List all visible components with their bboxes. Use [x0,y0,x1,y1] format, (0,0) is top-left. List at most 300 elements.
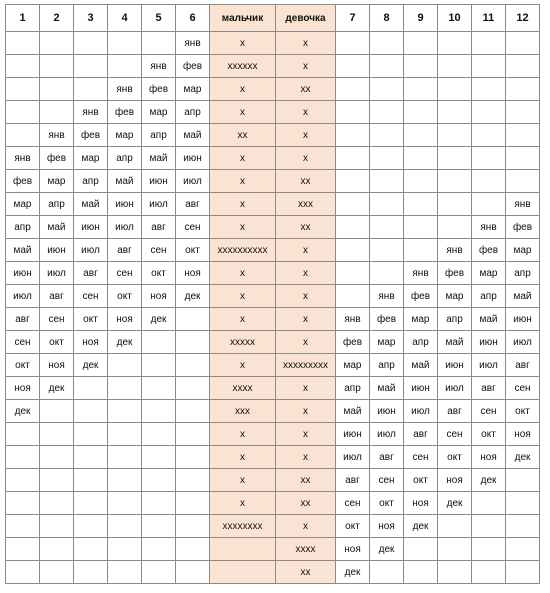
girl-mark-cell: х [276,446,336,469]
month-cell [370,216,404,239]
month-cell: ноя [176,262,210,285]
column-header: 2 [40,5,74,32]
month-cell: июн [472,331,506,354]
month-cell [6,446,40,469]
month-cell [370,147,404,170]
month-cell: фев [176,55,210,78]
month-cell: окт [336,515,370,538]
month-cell [40,55,74,78]
month-cell [438,561,472,584]
month-cell [370,239,404,262]
girl-mark-cell: х [276,331,336,354]
table-row [6,216,540,239]
month-cell: апр [336,377,370,400]
month-cell: ноя [108,308,142,331]
boy-mark-cell: хххххх [210,55,276,78]
month-cell: ноя [404,492,438,515]
table-row [6,308,540,331]
table-row [6,446,540,469]
month-cell: авг [370,446,404,469]
month-cell [404,193,438,216]
month-cell [404,55,438,78]
month-cell [404,561,438,584]
table-row [6,354,540,377]
month-cell [40,78,74,101]
month-cell [108,55,142,78]
month-cell: сен [370,469,404,492]
column-header: 10 [438,5,472,32]
month-cell: окт [74,308,108,331]
month-cell: май [506,285,540,308]
boy-mark-cell: х [210,285,276,308]
month-cell: дек [40,377,74,400]
column-header: 8 [370,5,404,32]
month-cell [506,515,540,538]
month-cell: янв [176,32,210,55]
month-cell: мар [74,147,108,170]
month-cell [40,400,74,423]
month-cell: дек [438,492,472,515]
month-cell [176,354,210,377]
month-cell: сен [336,492,370,515]
month-cell [108,377,142,400]
month-cell [370,170,404,193]
month-cell: мар [370,331,404,354]
girl-mark-cell: х [276,377,336,400]
month-cell: май [438,331,472,354]
month-cell: сен [472,400,506,423]
boy-mark-cell: х [210,32,276,55]
month-cell [506,561,540,584]
month-cell: янв [74,101,108,124]
month-cell: июн [506,308,540,331]
month-cell: июн [108,193,142,216]
month-cell [40,423,74,446]
month-cell [74,515,108,538]
month-cell [108,561,142,584]
column-header: 3 [74,5,108,32]
month-cell [506,538,540,561]
month-cell [472,101,506,124]
month-cell: сен [438,423,472,446]
month-cell [370,32,404,55]
month-cell: июл [472,354,506,377]
month-cell: май [40,216,74,239]
month-cell: дек [506,446,540,469]
month-cell: авг [176,193,210,216]
month-cell: окт [472,423,506,446]
month-cell: фев [6,170,40,193]
month-cell [404,32,438,55]
month-cell: июн [336,423,370,446]
girl-mark-cell: хх [276,78,336,101]
month-cell [40,561,74,584]
month-cell: апр [404,331,438,354]
month-cell [336,101,370,124]
month-cell: июл [336,446,370,469]
month-cell [506,32,540,55]
girl-mark-cell: ххх [276,193,336,216]
girl-mark-cell: х [276,400,336,423]
month-cell: июл [404,400,438,423]
month-cell [472,78,506,101]
month-cell: июн [74,216,108,239]
month-cell: май [142,147,176,170]
table-row [6,285,540,308]
month-cell [74,469,108,492]
boy-mark-cell: ххххх [210,331,276,354]
month-cell [108,469,142,492]
month-cell: сен [176,216,210,239]
month-cell: июн [40,239,74,262]
girl-mark-cell: хх [276,492,336,515]
month-cell [472,561,506,584]
boy-mark-cell: х [210,147,276,170]
month-cell [506,55,540,78]
month-cell: янв [370,285,404,308]
month-cell [142,538,176,561]
month-cell: дек [6,400,40,423]
girl-mark-cell: ххххххххх [276,354,336,377]
month-cell: ноя [74,331,108,354]
month-cell [336,193,370,216]
month-cell: мар [176,78,210,101]
girl-mark-cell: хх [276,469,336,492]
month-cell [404,239,438,262]
month-cell: окт [142,262,176,285]
month-cell: июн [6,262,40,285]
month-cell: мар [142,101,176,124]
column-header: девочка [276,5,336,32]
month-cell: сен [506,377,540,400]
boy-mark-cell: х [210,193,276,216]
month-cell [108,515,142,538]
table-row [6,55,540,78]
column-header: 6 [176,5,210,32]
girl-mark-cell: х [276,55,336,78]
month-cell: сен [404,446,438,469]
month-cell [506,101,540,124]
month-cell [6,32,40,55]
month-cell: авг [142,216,176,239]
month-cell [74,400,108,423]
month-cell [404,216,438,239]
month-cell [74,492,108,515]
month-cell [176,331,210,354]
month-cell [438,55,472,78]
boy-mark-cell: х [210,308,276,331]
month-cell: ноя [506,423,540,446]
month-cell: янв [6,147,40,170]
month-cell: июл [142,193,176,216]
girl-mark-cell: х [276,262,336,285]
month-cell [404,538,438,561]
table-row [6,561,540,584]
month-cell: ноя [370,515,404,538]
month-cell: фев [506,216,540,239]
table-row [6,423,540,446]
month-cell: апр [506,262,540,285]
boy-mark-cell: хххх [210,377,276,400]
month-cell [6,55,40,78]
girl-mark-cell: х [276,285,336,308]
month-cell [472,193,506,216]
month-cell [336,32,370,55]
month-cell [108,354,142,377]
boy-mark-cell: х [210,354,276,377]
month-cell [108,538,142,561]
month-cell [40,515,74,538]
month-cell [108,400,142,423]
month-cell [6,124,40,147]
month-cell: янв [142,55,176,78]
month-cell: май [336,400,370,423]
month-cell: авг [336,469,370,492]
month-cell [506,124,540,147]
girl-mark-cell: х [276,101,336,124]
month-cell [40,101,74,124]
month-cell: мар [6,193,40,216]
month-cell: авг [404,423,438,446]
girl-mark-cell: хх [276,170,336,193]
month-cell [6,492,40,515]
month-cell [336,124,370,147]
month-cell: окт [176,239,210,262]
month-cell [108,32,142,55]
month-cell: мар [506,239,540,262]
boy-mark-cell: ххх [210,400,276,423]
month-cell [6,423,40,446]
table-row [6,515,540,538]
month-cell: дек [472,469,506,492]
month-cell [176,446,210,469]
month-cell [6,515,40,538]
girl-mark-cell: х [276,32,336,55]
month-cell [404,170,438,193]
month-cell [404,124,438,147]
month-cell [438,515,472,538]
month-cell [336,262,370,285]
month-cell [438,101,472,124]
month-cell: фев [74,124,108,147]
month-cell: фев [438,262,472,285]
month-cell: июл [506,331,540,354]
header-row [6,5,540,32]
month-cell [142,331,176,354]
month-cell: апр [142,124,176,147]
month-cell: янв [336,308,370,331]
month-cell [108,423,142,446]
girl-mark-cell: х [276,124,336,147]
month-cell [40,469,74,492]
month-cell: дек [404,515,438,538]
month-cell: фев [40,147,74,170]
month-cell [472,147,506,170]
column-header: 11 [472,5,506,32]
month-cell: июл [74,239,108,262]
month-cell [438,32,472,55]
month-cell: фев [404,285,438,308]
month-cell [472,538,506,561]
month-cell: ноя [142,285,176,308]
girl-mark-cell: хххх [276,538,336,561]
month-cell: мар [336,354,370,377]
month-cell: окт [40,331,74,354]
boy-mark-cell: х [210,170,276,193]
month-cell: окт [108,285,142,308]
month-cell: апр [438,308,472,331]
month-cell [370,101,404,124]
month-cell [74,78,108,101]
month-cell [108,446,142,469]
boy-mark-cell: хххххххх [210,515,276,538]
table-row [6,78,540,101]
table-row [6,170,540,193]
month-cell: авг [6,308,40,331]
month-cell [370,262,404,285]
month-cell [472,492,506,515]
month-cell [142,469,176,492]
month-cell: апр [370,354,404,377]
table-row [6,492,540,515]
month-cell: янв [472,216,506,239]
month-cell [6,538,40,561]
month-cell: ноя [438,469,472,492]
month-cell: июн [176,147,210,170]
month-cell [370,124,404,147]
month-cell: фев [108,101,142,124]
month-cell: дек [336,561,370,584]
month-cell: дек [108,331,142,354]
table-row [6,101,540,124]
month-cell [176,515,210,538]
month-cell [370,561,404,584]
month-cell [438,124,472,147]
month-cell [176,538,210,561]
month-cell: июл [40,262,74,285]
month-cell [404,101,438,124]
girl-mark-cell: х [276,515,336,538]
month-cell [142,561,176,584]
month-cell: окт [6,354,40,377]
table-row [6,331,540,354]
month-cell: апр [108,147,142,170]
month-cell [506,78,540,101]
month-cell [472,515,506,538]
month-cell [370,193,404,216]
month-cell: сен [142,239,176,262]
column-header: мальчик [210,5,276,32]
month-cell [176,469,210,492]
month-cell [472,124,506,147]
month-cell [142,423,176,446]
month-cell [74,377,108,400]
boy-mark-cell: хххххххххх [210,239,276,262]
month-cell [74,32,108,55]
month-cell [438,538,472,561]
month-cell [176,492,210,515]
month-cell: мар [108,124,142,147]
month-cell [108,492,142,515]
table-row [6,469,540,492]
month-cell [142,515,176,538]
month-cell [176,561,210,584]
month-cell: окт [404,469,438,492]
month-cell [472,55,506,78]
table-row [6,147,540,170]
table-row [6,262,540,285]
month-cell: янв [506,193,540,216]
month-cell [336,78,370,101]
month-cell [404,147,438,170]
month-cell: янв [404,262,438,285]
month-cell: июн [404,377,438,400]
table-row [6,400,540,423]
month-cell: ноя [6,377,40,400]
month-cell: окт [506,400,540,423]
month-cell: май [472,308,506,331]
month-cell: окт [370,492,404,515]
birth-month-table [5,4,540,584]
month-cell [176,308,210,331]
month-cell [40,492,74,515]
month-cell: сен [40,308,74,331]
month-cell: сен [108,262,142,285]
month-cell [142,32,176,55]
month-cell [74,423,108,446]
month-cell: мар [40,170,74,193]
girl-mark-cell: хх [276,561,336,584]
month-cell: май [108,170,142,193]
month-cell: авг [108,239,142,262]
month-cell: янв [40,124,74,147]
month-cell: июл [438,377,472,400]
month-cell [472,170,506,193]
month-cell: фев [336,331,370,354]
month-cell: ноя [336,538,370,561]
month-cell: апр [74,170,108,193]
month-cell: янв [438,239,472,262]
month-cell [40,446,74,469]
column-header: 5 [142,5,176,32]
girl-mark-cell: х [276,308,336,331]
column-header: 12 [506,5,540,32]
boy-mark-cell: х [210,423,276,446]
column-header: 7 [336,5,370,32]
month-cell: авг [40,285,74,308]
month-cell [336,147,370,170]
month-cell [40,538,74,561]
month-cell: сен [6,331,40,354]
month-cell: дек [176,285,210,308]
month-cell [438,170,472,193]
month-cell: фев [370,308,404,331]
month-cell: дек [370,538,404,561]
month-cell: авг [438,400,472,423]
month-cell [506,469,540,492]
boy-mark-cell: х [210,101,276,124]
month-cell [176,377,210,400]
month-cell: окт [438,446,472,469]
month-cell [6,101,40,124]
month-cell [472,32,506,55]
month-cell: мар [404,308,438,331]
month-cell: апр [40,193,74,216]
girl-mark-cell: х [276,147,336,170]
month-cell: июн [370,400,404,423]
month-cell [336,285,370,308]
table-row [6,193,540,216]
